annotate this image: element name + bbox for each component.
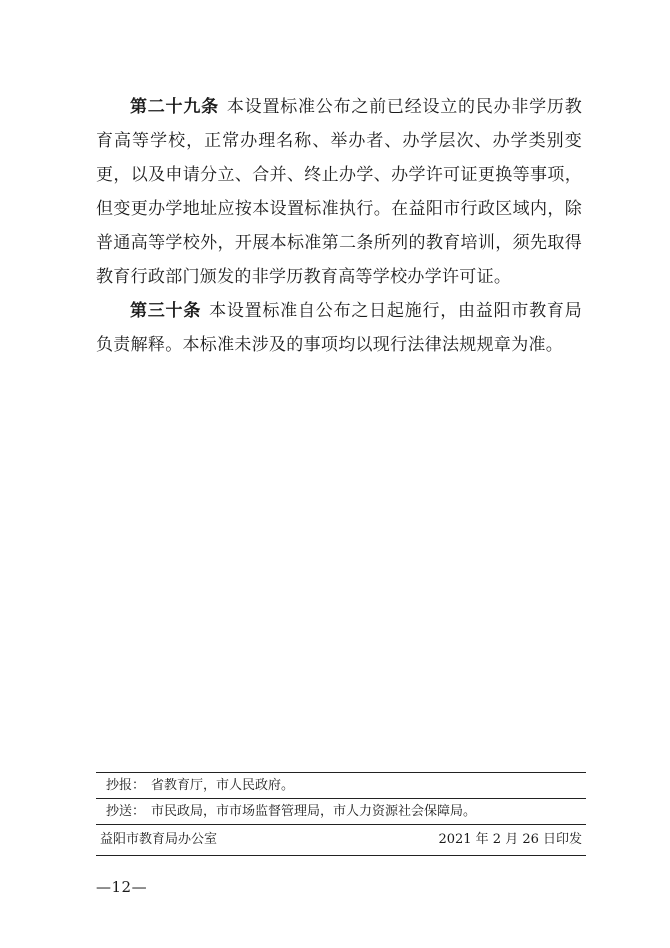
article-29-text: 本设置标准公布之前已经设立的民办非学历教育高等学校，正常办理名称、举办者、办学层次、办学类别变更，以及申请分立、合并、终止办学、办学许可证更换等事项，但变更办学地址应按本设置标准执行。在益阳市行政区域内，除普通高等学校外，开展本标准第二条所列的教育培训，须先取得教育行政部门颁发的非学历教育高等学校办学许可证。 <box>96 97 583 287</box>
bottom-divider <box>96 855 586 856</box>
send-to-label: 抄送： <box>106 804 146 819</box>
send-to-line <box>96 799 586 824</box>
article-29-label: 第二十九条 <box>130 97 219 117</box>
report-to-label: 抄报： <box>106 778 146 793</box>
article-30-label: 第三十条 <box>130 301 202 321</box>
article-30-text: 本设置标准自公布之日起施行，由益阳市教育局负责解释。本标准未涉及的事项均以现行法律法规规章为准。 <box>96 301 582 355</box>
article-30 <box>96 294 582 362</box>
issuer-name: 益阳市教育局办公室 <box>100 832 218 847</box>
issuer-line <box>96 825 586 855</box>
page-number: —12— <box>96 878 148 896</box>
report-to-value: 省教育厅，市人民政府。 <box>151 778 295 793</box>
issue-date: 2021 年 2 月 26 日印发 <box>438 832 582 847</box>
report-to-line <box>96 773 586 798</box>
article-29 <box>96 90 582 294</box>
distribution-block <box>96 772 586 856</box>
send-to-value: 市民政局，市市场监督管理局，市人力资源社会保障局。 <box>151 804 477 819</box>
